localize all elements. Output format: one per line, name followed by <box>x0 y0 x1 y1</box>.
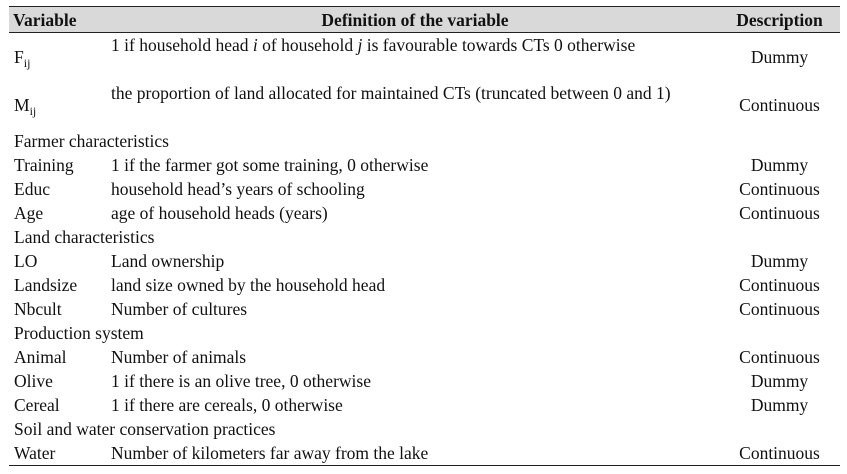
var-m-sub: ij <box>29 104 37 118</box>
cell-variable-water: Water <box>9 441 111 466</box>
var-f-main: F <box>14 47 24 67</box>
cell-definition-landsize: land size owned by the household head <box>111 275 386 295</box>
var-f-sub: ij <box>23 56 31 70</box>
def-f-i: i <box>252 35 258 55</box>
table-row-landsize <box>9 273 840 297</box>
table-row-age <box>9 201 840 225</box>
cell-definition-lo: Land ownership <box>111 251 225 271</box>
cell-description-nbcult: Continuous <box>739 299 820 319</box>
section-row-production <box>9 321 840 345</box>
table-body <box>9 33 840 466</box>
var-m-main: M <box>14 95 30 115</box>
cell-description-landsize: Continuous <box>739 275 820 295</box>
cell-definition-olive: 1 if there is an olive tree, 0 otherwise <box>111 371 371 391</box>
header-description: Description <box>719 7 840 33</box>
cell-definition-nbcult: Number of cultures <box>111 299 248 319</box>
cell-description-cereal: Dummy <box>750 395 809 415</box>
def-f-j: j <box>357 35 363 55</box>
cell-variable-animal: Animal <box>14 347 67 367</box>
cell-definition-training: 1 if the farmer got some training, 0 otherwise <box>111 155 429 175</box>
section-row-soil <box>9 417 840 441</box>
section-label-land: Land characteristics <box>14 227 155 247</box>
table-header <box>9 7 840 33</box>
cell-description-m: Continuous <box>739 95 820 115</box>
cell-description-educ: Continuous <box>739 179 820 199</box>
table-row-m <box>9 81 840 129</box>
def-f-part-b: of household <box>257 35 358 55</box>
table-row-lo <box>9 249 840 273</box>
table-row-nbcult <box>9 297 840 321</box>
cell-variable-f <box>9 33 111 82</box>
cell-description-lo: Dummy <box>750 251 809 271</box>
cell-variable-m <box>9 81 111 129</box>
cell-definition-cereal: 1 if there are cereals, 0 otherwise <box>111 395 343 415</box>
cell-definition-age: age of household heads (years) <box>111 203 328 223</box>
cell-variable-olive: Olive <box>14 371 53 391</box>
cell-variable-nbcult: Nbcult <box>14 299 62 319</box>
cell-description-olive: Dummy <box>750 371 809 391</box>
variables-table <box>9 6 840 466</box>
header-definition: Definition of the variable <box>111 7 719 33</box>
cell-variable-lo: LO <box>14 251 38 271</box>
section-label-farmer: Farmer characteristics <box>14 131 169 151</box>
table-row-animal <box>9 345 840 369</box>
def-f-part-c: is favourable towards CTs 0 otherwise <box>362 35 636 55</box>
cell-definition-m: the proportion of land allocated for maintained CTs (truncated between 0 and 1) <box>111 83 671 103</box>
cell-definition-educ: household head’s years of schooling <box>111 179 365 199</box>
table-row-cereal <box>9 393 840 417</box>
cell-description-age: Continuous <box>739 203 820 223</box>
section-label-production: Production system <box>14 323 144 343</box>
header-row <box>9 7 840 33</box>
table-row-water <box>9 441 840 466</box>
cell-description-water: Continuous <box>719 441 840 466</box>
cell-definition-animal: Number of animals <box>111 347 247 367</box>
table-row-f <box>9 33 840 82</box>
cell-definition-f <box>111 33 719 82</box>
section-label-soil: Soil and water conservation practices <box>14 419 276 439</box>
cell-variable-cereal: Cereal <box>14 395 60 415</box>
cell-description-animal: Continuous <box>739 347 820 367</box>
cell-definition-water: Number of kilometers far away from the lake <box>111 441 719 466</box>
cell-description-f: Dummy <box>750 47 809 67</box>
cell-variable-training: Training <box>14 155 74 175</box>
table-row-educ <box>9 177 840 201</box>
section-row-farmer <box>9 129 840 153</box>
cell-variable-educ: Educ <box>14 179 50 199</box>
table-row-training <box>9 153 840 177</box>
section-row-land <box>9 225 840 249</box>
variables-table-container <box>9 6 840 466</box>
cell-variable-age: Age <box>14 203 44 223</box>
def-f-part-a: 1 if household head <box>111 35 253 55</box>
cell-variable-landsize: Landsize <box>14 275 78 295</box>
cell-description-training: Dummy <box>750 155 809 175</box>
table-row-olive <box>9 369 840 393</box>
header-variable: Variable <box>9 7 111 33</box>
